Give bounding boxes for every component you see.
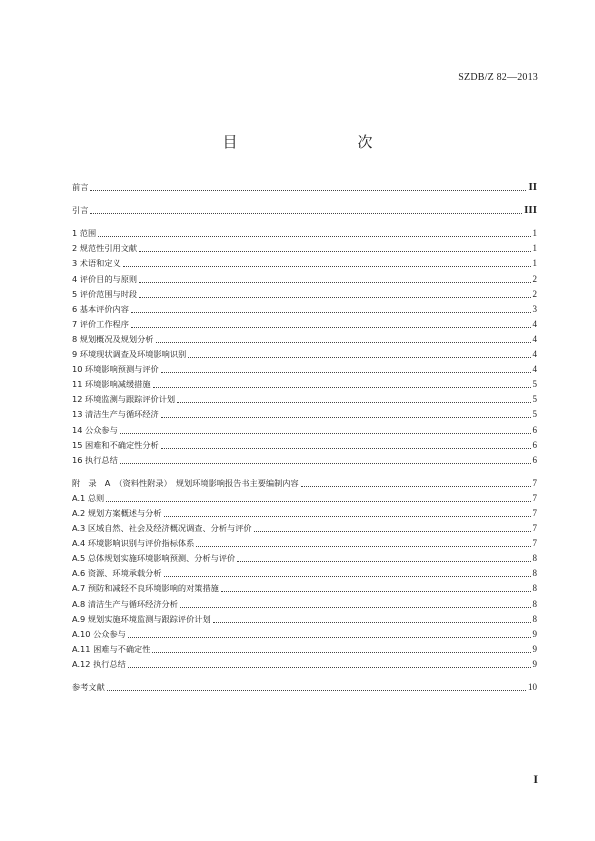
toc-entry[interactable]: [72, 655, 537, 670]
toc-entry-page: 2: [532, 288, 537, 299]
dot-leader: [90, 190, 526, 191]
dot-leader: [221, 591, 531, 592]
toc-entry-page: 4: [532, 364, 537, 375]
toc-entry-label: 引言: [72, 205, 89, 216]
dot-leader: [139, 251, 530, 252]
dot-leader: [237, 561, 530, 562]
toc-entry-label: A.12 执行总结: [72, 658, 126, 669]
toc-entry-page: 7: [532, 538, 537, 549]
table-of-contents: [72, 178, 537, 693]
dot-leader: [131, 312, 531, 313]
toc-entry-page: 7: [532, 492, 537, 503]
toc-entry-page: 8: [532, 583, 537, 594]
dot-leader: [164, 576, 531, 577]
toc-entry-label: 11 环境影响减缓措施: [72, 379, 151, 390]
toc-entry-label: A.4 环境影响识别与评价指标体系: [72, 538, 195, 549]
toc-entry-label: 1 范围: [72, 228, 97, 239]
dot-leader: [156, 342, 531, 343]
toc-entry-label: 附 录 A （资料性附录） 规划环境影响报告书主要编制内容: [72, 477, 299, 488]
toc-entry-page: 1: [532, 243, 537, 254]
toc-entry-label: 9 环境现状调查及环境影响识别: [72, 349, 187, 360]
toc-entry-label: 3 术语和定义: [72, 258, 121, 269]
dot-leader: [120, 463, 531, 464]
dot-leader: [131, 327, 531, 328]
toc-entry[interactable]: [72, 330, 537, 345]
dot-leader: [177, 402, 530, 403]
toc-entry[interactable]: [72, 254, 537, 269]
toc-entry-label: 前言: [72, 182, 89, 193]
dot-leader: [213, 622, 531, 623]
toc-entry-label: A.9 规划实施环境监测与跟踪评价计划: [72, 613, 211, 624]
toc-entry-label: A.6 资源、环境承载分析: [72, 568, 162, 579]
toc-entry-label: A.11 困难与不确定性: [72, 643, 151, 654]
dot-leader: [161, 417, 531, 418]
toc-entry[interactable]: [72, 594, 537, 609]
toc-entry[interactable]: [72, 405, 537, 420]
toc-entry-label: 2 规范性引用文献: [72, 243, 138, 254]
page-title: 目 次: [222, 133, 403, 151]
toc-entry[interactable]: [72, 390, 537, 405]
toc-entry[interactable]: [72, 420, 537, 435]
toc-entry-page: 5: [532, 379, 537, 390]
toc-entry[interactable]: [72, 579, 537, 594]
toc-entry-label: A.10 公众参与: [72, 628, 126, 639]
toc-entry[interactable]: [72, 269, 537, 284]
toc-entry-page: 7: [532, 507, 537, 518]
toc-entry[interactable]: [72, 315, 537, 330]
toc-entry-page: 8: [532, 553, 537, 564]
toc-entry-page: 8: [532, 568, 537, 579]
toc-entry[interactable]: [72, 564, 537, 579]
toc-entry-label: A.3 区域自然、社会及经济概况调查、分析与评价: [72, 523, 252, 534]
toc-entry-label: 12 环境监测与跟踪评价计划: [72, 394, 176, 405]
dot-leader: [153, 387, 531, 388]
standard-code: SZDB/Z 82—2013: [458, 72, 538, 83]
toc-entry-page: 8: [532, 613, 537, 624]
dot-leader: [90, 213, 522, 214]
toc-entry[interactable]: [72, 345, 537, 360]
dot-leader: [161, 372, 531, 373]
dot-leader: [107, 690, 526, 691]
dot-leader: [180, 607, 531, 608]
toc-entry-label: 5 评价范围与时段: [72, 288, 138, 299]
toc-entry[interactable]: [72, 375, 537, 390]
toc-entry[interactable]: [72, 360, 537, 375]
toc-entry-page: 6: [532, 424, 537, 435]
toc-entry-page: 9: [532, 658, 537, 669]
dot-leader: [139, 297, 530, 298]
toc-entry-label: 6 基本评价内容: [72, 303, 129, 314]
toc-entry[interactable]: [72, 678, 537, 693]
toc-entry[interactable]: [72, 474, 537, 489]
toc-entry[interactable]: [72, 300, 537, 315]
toc-entry-label: 16 执行总结: [72, 454, 118, 465]
toc-entry[interactable]: [72, 549, 537, 564]
toc-entry[interactable]: [72, 504, 537, 519]
toc-entry-page: 3: [532, 303, 537, 314]
toc-entry-label: 4 评价目的与原则: [72, 273, 138, 284]
toc-entry[interactable]: [72, 239, 537, 254]
toc-entry-page: II: [528, 181, 537, 194]
dot-leader: [301, 486, 531, 487]
toc-entry[interactable]: [72, 285, 537, 300]
toc-entry-page: 7: [532, 477, 537, 488]
toc-entry-page: 6: [532, 454, 537, 465]
toc-entry-label: A.5 总体规划实施环境影响预测、分析与评价: [72, 553, 236, 564]
toc-entry-page: 1: [532, 258, 537, 269]
toc-entry-page: 6: [532, 439, 537, 450]
toc-entry-label: 13 清洁生产与循环经济: [72, 409, 159, 420]
toc-entry-page: 1: [532, 228, 537, 239]
dot-leader: [254, 531, 531, 532]
toc-entry[interactable]: [72, 451, 537, 466]
toc-entry-label: A.7 预防和减轻不良环境影响的对策措施: [72, 583, 219, 594]
dot-leader: [128, 637, 531, 638]
toc-entry-label: A.1 总则: [72, 492, 105, 503]
toc-entry-page: 7: [532, 523, 537, 534]
toc-entry[interactable]: [72, 436, 537, 451]
toc-entry-page: 5: [532, 394, 537, 405]
dot-leader: [139, 282, 530, 283]
toc-entry[interactable]: [72, 519, 537, 534]
dot-leader: [123, 266, 531, 267]
toc-entry[interactable]: [72, 224, 537, 239]
toc-entry-label: 7 评价工作程序: [72, 318, 129, 329]
toc-entry-page: 10: [528, 682, 537, 692]
toc-entry[interactable]: [72, 201, 537, 216]
toc-entry-label: 8 规划概况及规划分析: [72, 333, 154, 344]
toc-entry-label: A.2 规划方案概述与分析: [72, 507, 162, 518]
toc-entry-page: 4: [532, 349, 537, 360]
dot-leader: [188, 357, 530, 358]
toc-entry[interactable]: [72, 178, 537, 193]
toc-entry-label: 14 公众参与: [72, 424, 118, 435]
page-number: I: [533, 772, 538, 786]
toc-entry[interactable]: [72, 625, 537, 640]
toc-entry[interactable]: [72, 534, 537, 549]
dot-leader: [152, 652, 530, 653]
toc-entry-page: 2: [532, 273, 537, 284]
toc-entry-page: 9: [532, 643, 537, 654]
toc-entry-label: A.8 清洁生产与循环经济分析: [72, 598, 178, 609]
dot-leader: [161, 448, 531, 449]
dot-leader: [196, 546, 530, 547]
toc-entry-label: 15 困难和不确定性分析: [72, 439, 159, 450]
dot-leader: [120, 433, 531, 434]
toc-entry-page: III: [524, 204, 537, 217]
toc-entry-label: 10 环境影响预测与评价: [72, 364, 159, 375]
toc-entry-page: 8: [532, 598, 537, 609]
toc-entry[interactable]: [72, 610, 537, 625]
toc-entry-page: 4: [532, 318, 537, 329]
toc-entry[interactable]: [72, 640, 537, 655]
dot-leader: [106, 501, 530, 502]
toc-entry-page: 5: [532, 409, 537, 420]
toc-entry[interactable]: [72, 489, 537, 504]
toc-entry-page: 9: [532, 628, 537, 639]
dot-leader: [164, 516, 531, 517]
dot-leader: [128, 667, 531, 668]
dot-leader: [98, 236, 530, 237]
toc-entry-page: 4: [532, 333, 537, 344]
toc-entry-label: 参考文献: [72, 682, 105, 692]
